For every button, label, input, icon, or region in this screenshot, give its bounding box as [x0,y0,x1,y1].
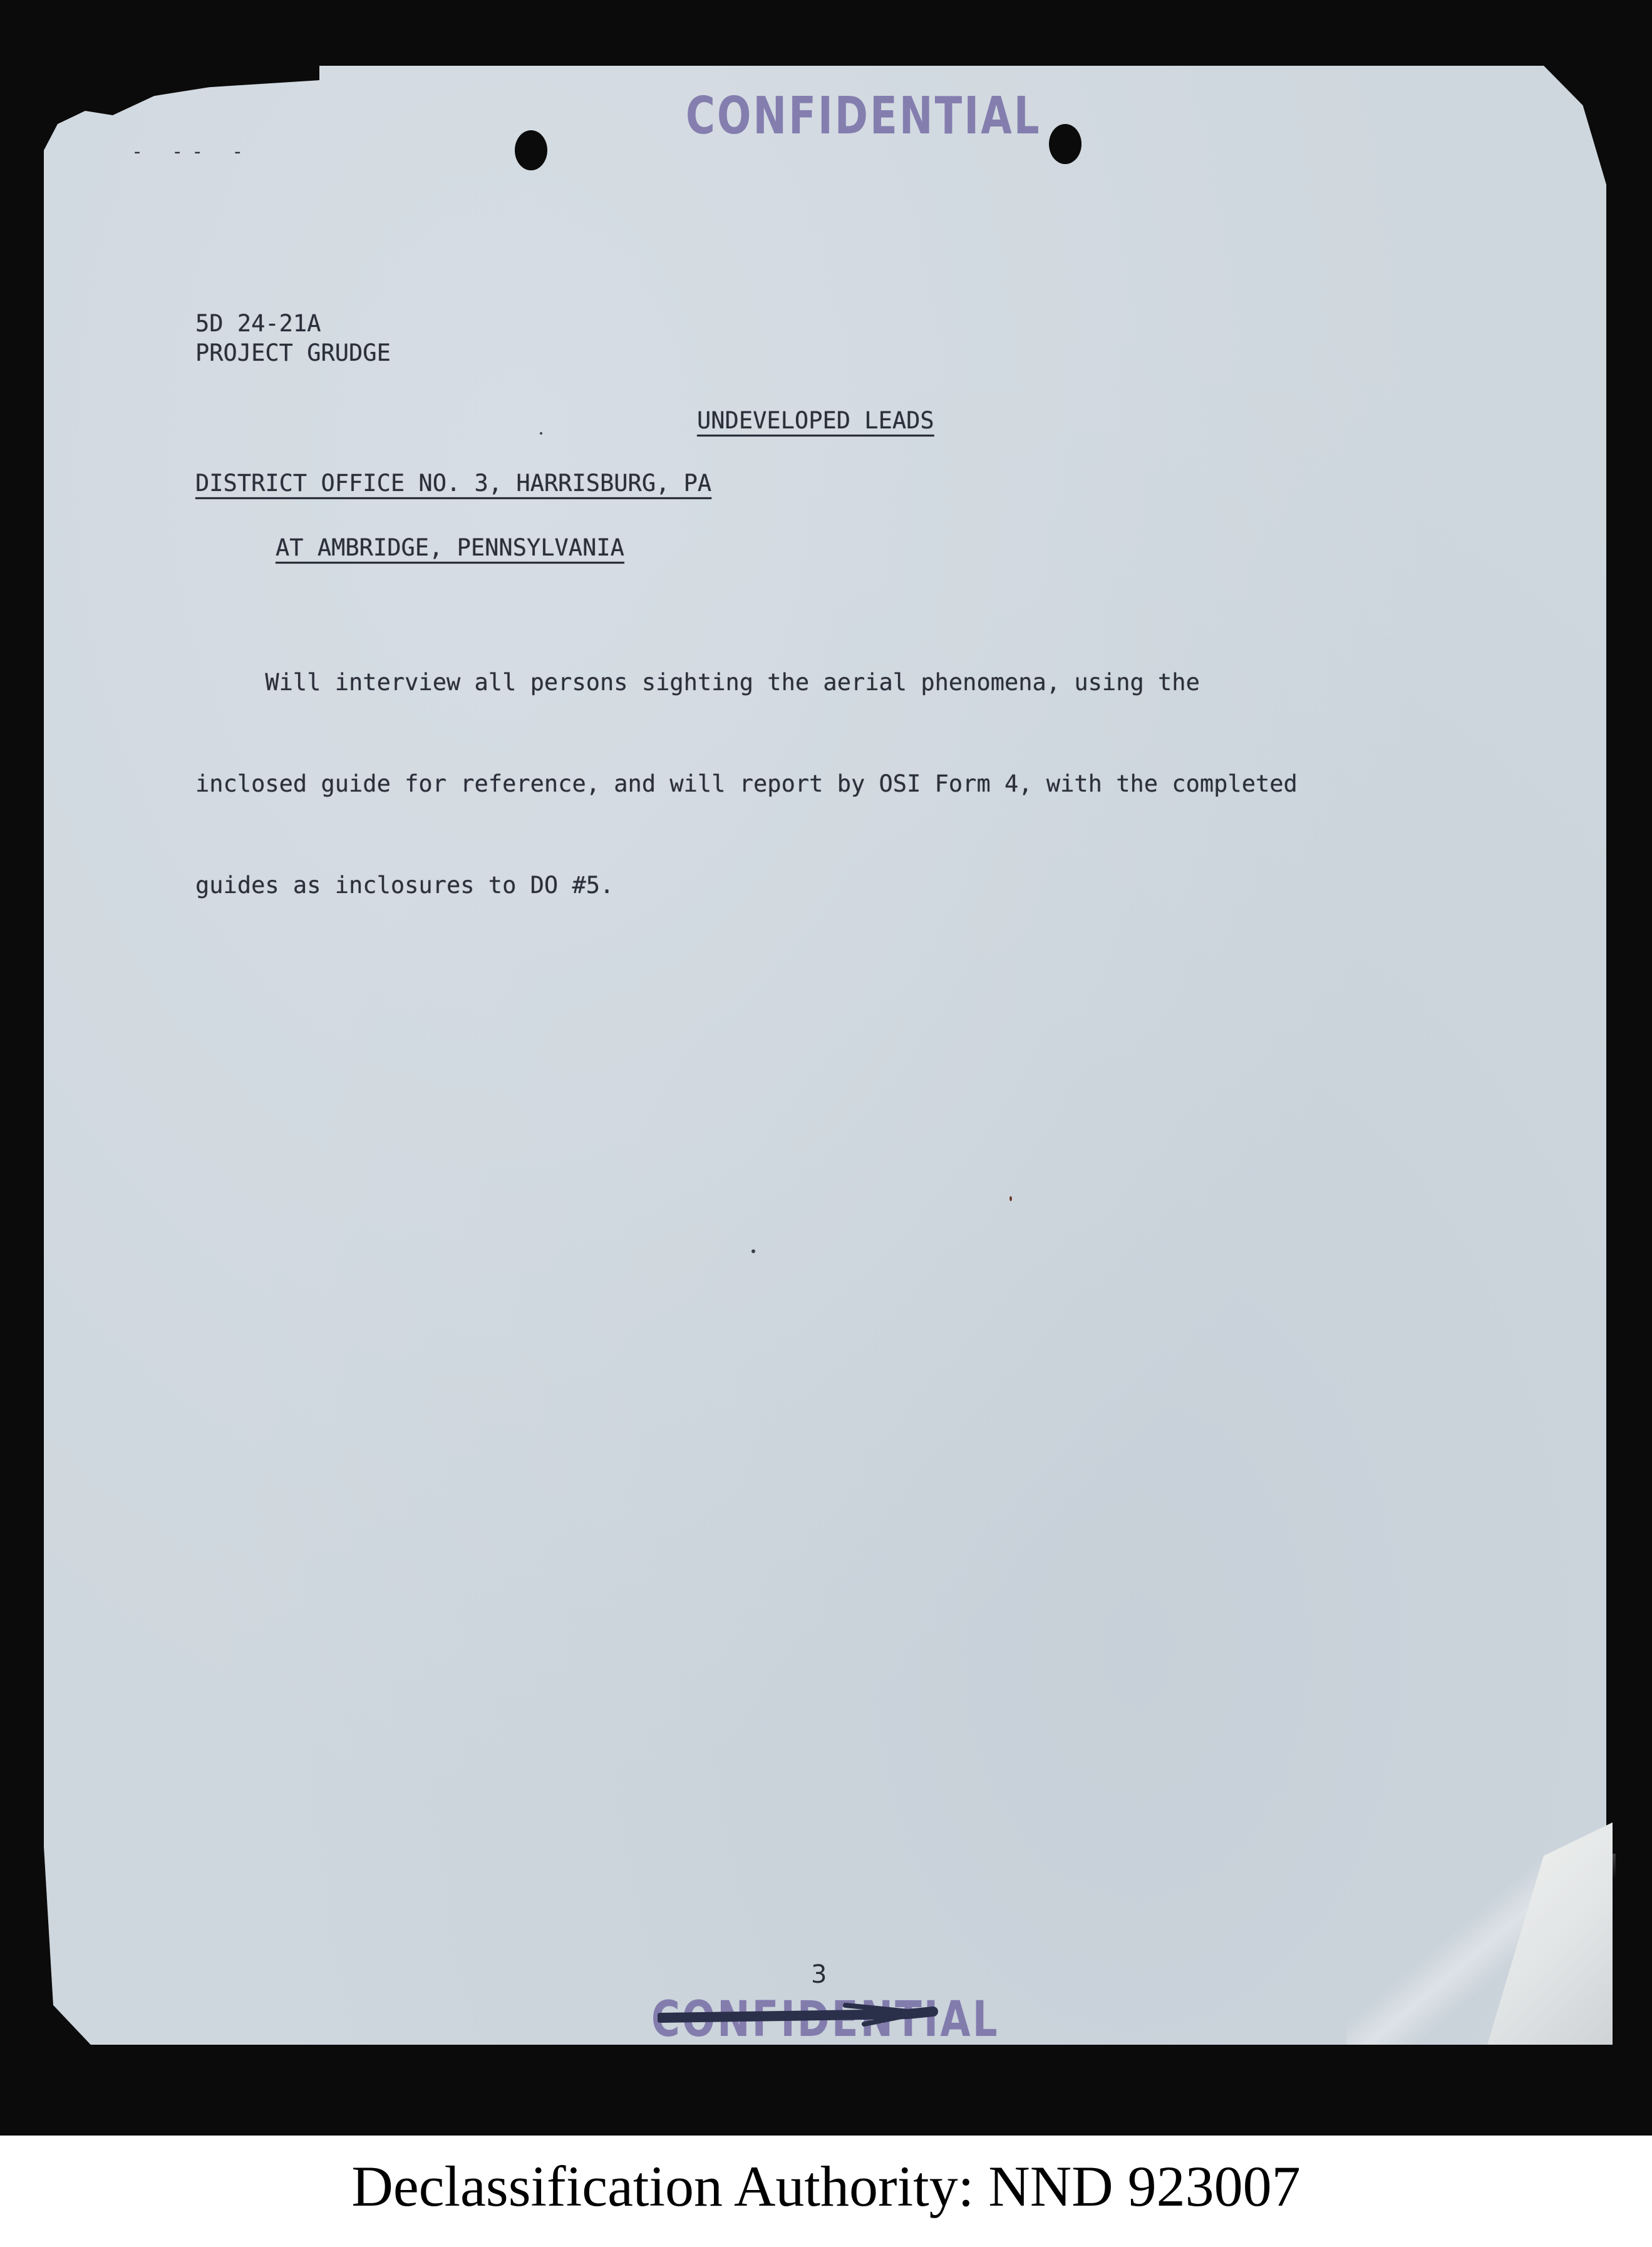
declassification-footer: Declassification Authority: NND 923007 [351,2154,1301,2218]
punch-hole-left [515,130,547,170]
section-heading: UNDEVELOPED LEADS [697,407,934,434]
project-name: PROJECT GRUDGE [195,339,391,366]
paper-speck [751,1249,755,1253]
body-line: guides as inclosures to DO #5. [195,872,614,899]
confidential-stamp-bottom: CONFIDENTIAL [651,1991,999,2048]
punch-hole-right [1049,124,1082,164]
page-number: 3 [811,1960,827,1989]
strike-through-mark [658,2003,939,2028]
body-paragraph [195,598,1510,936]
location-heading: AT AMBRIDGE, PENNSYLVANIA [276,534,624,561]
district-office: DISTRICT OFFICE NO. 3, HARRISBURG, PA [195,470,712,497]
body-line: Will interview all persons sighting the aerial phenomena, using the [195,669,1200,696]
paper-speck [1009,1196,1012,1201]
margin-marks: - -- - [132,141,252,163]
paper-speck [540,432,542,435]
file-reference: 5D 24-21A [195,310,321,337]
confidential-stamp-top: CONFIDENTIAL [686,86,1041,146]
body-line: inclosed guide for reference, and will report by OSI Form 4, with the completed [195,770,1298,797]
